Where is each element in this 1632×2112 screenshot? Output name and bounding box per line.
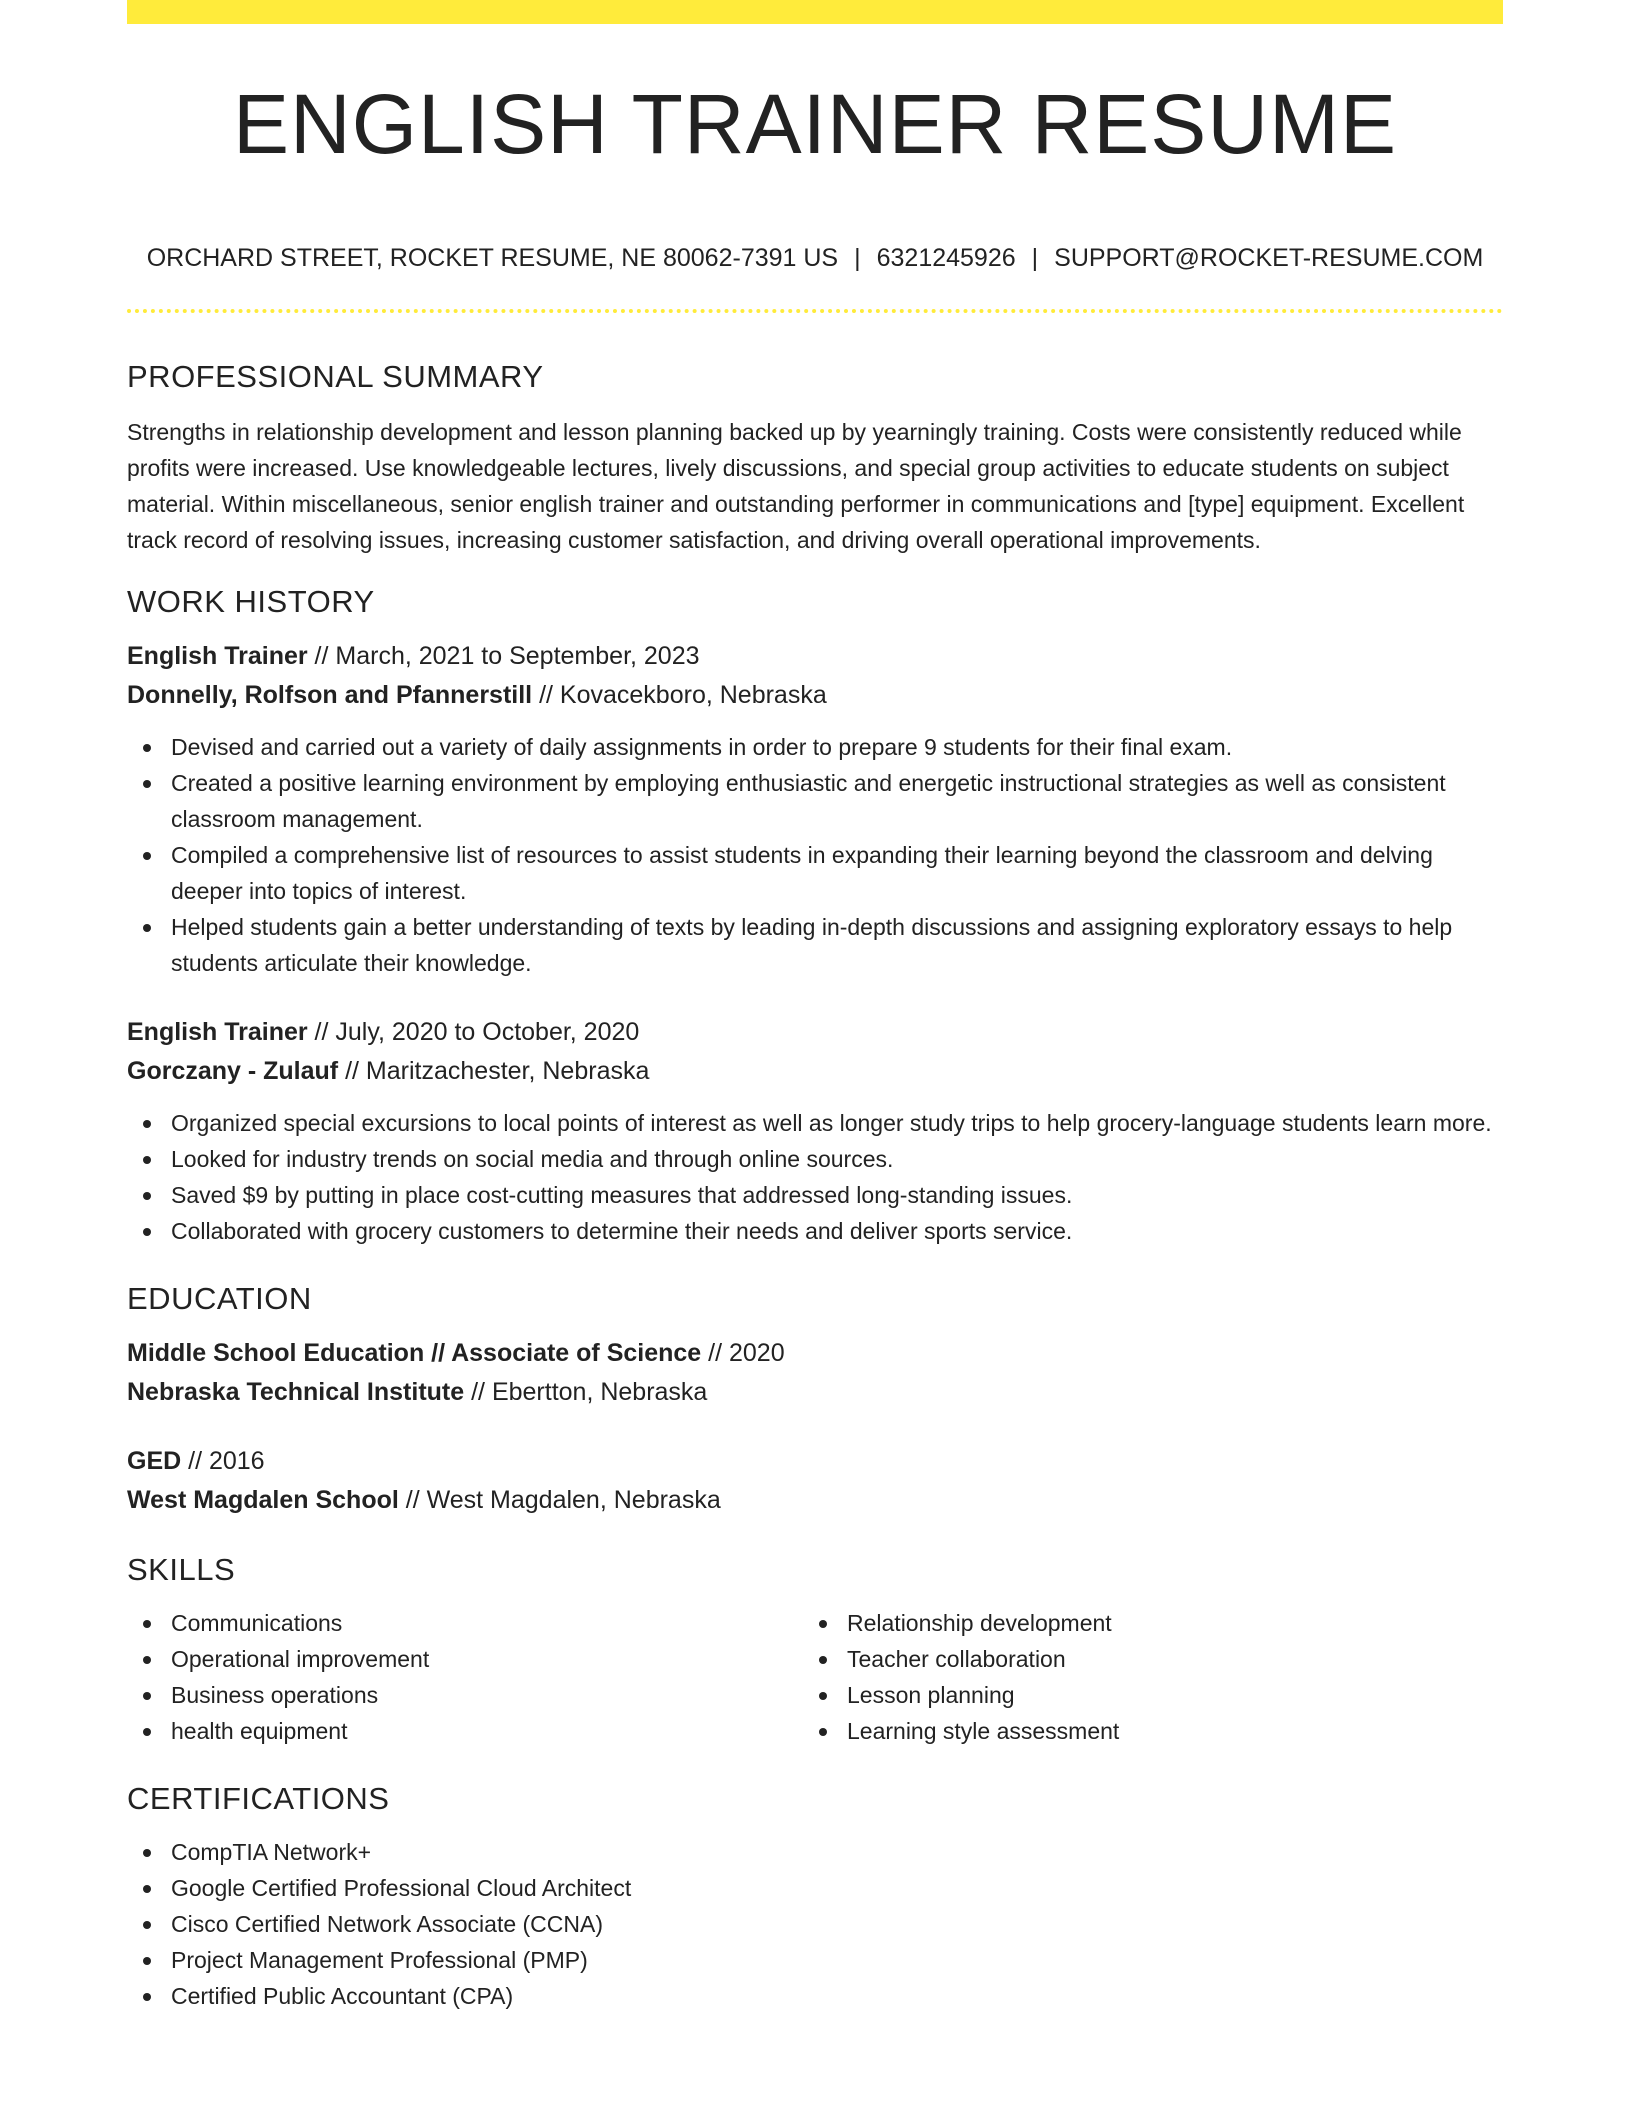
job-title: English Trainer (127, 1018, 308, 1046)
skills-column-right (803, 1605, 1479, 1749)
list-item: Organized special excursions to local points of interest as well as longer study trips to help grocery-language students learn more. (127, 1105, 1503, 1141)
education-entry (127, 1334, 1503, 1412)
skills-heading: SKILLS (127, 1552, 236, 1587)
contact-line (127, 246, 1503, 271)
job-title-line (127, 637, 1503, 676)
list-item: Saved $9 by putting in place cost-cutting measures that addressed long-standing issues. (127, 1177, 1503, 1213)
accent-bar (127, 0, 1503, 24)
degree-line (127, 1334, 1503, 1373)
skills-column-left (127, 1605, 803, 1749)
degree-line (127, 1442, 1503, 1481)
skill-item: Lesson planning (803, 1677, 1479, 1713)
list-item: Devised and carried out a variety of daily assignments in order to prepare 9 students for their final exam. (127, 729, 1503, 765)
job-entry (127, 1013, 1503, 1249)
school: Nebraska Technical Institute (127, 1378, 465, 1406)
certifications-heading: CERTIFICATIONS (127, 1781, 390, 1816)
certification-item: Cisco Certified Network Associate (CCNA) (127, 1906, 1503, 1942)
summary-text: Strengths in relationship development and lesson planning backed up by yearningly training. Costs were consistently reduced while profits were increased. Use knowledgeable lectures, lively discussions, and special group activities to educate students on subject material. Within miscellaneous, senior english trainer and outstanding performer in communications and [type] equipment. Excellent track record of resolving issues, increasing customer satisfaction, and driving overall operational improvements. (127, 419, 1465, 553)
job-bullets (127, 729, 1503, 981)
certification-item: Google Certified Professional Cloud Architect (127, 1870, 1503, 1906)
resume-page (127, 0, 1503, 2014)
job-dates: // July, 2020 to October, 2020 (307, 1018, 640, 1046)
skill-item: Learning style assessment (803, 1713, 1479, 1749)
job-company: Gorczany - Zulauf (127, 1057, 339, 1085)
school-location: // Ebertton, Nebraska (464, 1378, 708, 1406)
certification-item: CompTIA Network+ (127, 1834, 1503, 1870)
education-entry (127, 1442, 1503, 1520)
separator: | (854, 244, 861, 272)
job-title: English Trainer (127, 642, 308, 670)
work-history-heading: WORK HISTORY (127, 584, 375, 619)
job-company-line (127, 676, 1503, 715)
phone: 6321245926 (876, 244, 1016, 272)
certification-item: Certified Public Accountant (CPA) (127, 1978, 1503, 2014)
summary-heading: PROFESSIONAL SUMMARY (127, 359, 544, 394)
certifications-list (127, 1834, 1503, 2014)
list-item: Looked for industry trends on social media and through online sources. (127, 1141, 1503, 1177)
school-location: // West Magdalen, Nebraska (398, 1486, 721, 1514)
skills-grid (127, 1605, 1503, 1749)
degree-year: // 2016 (181, 1447, 265, 1475)
school-line (127, 1373, 1503, 1412)
list-item: Compiled a comprehensive list of resources to assist students in expanding their learning beyond the classroom and delving deeper into topics of interest. (127, 837, 1503, 909)
resume-title: ENGLISH TRAINER RESUME (233, 77, 1397, 171)
job-entry (127, 637, 1503, 981)
skill-item: Communications (127, 1605, 803, 1641)
address: ORCHARD STREET, ROCKET RESUME, NE 80062-7391 US (146, 244, 839, 272)
separator: | (1031, 244, 1039, 272)
list-item: Helped students gain a better understanding of texts by leading in-depth discussions and assigning exploratory essays to help students articulate their knowledge. (127, 909, 1503, 981)
degree: GED (127, 1447, 182, 1475)
skill-item: health equipment (127, 1713, 803, 1749)
job-title-line (127, 1013, 1503, 1052)
certification-item: Project Management Professional (PMP) (127, 1942, 1503, 1978)
job-location: // Kovacekboro, Nebraska (532, 681, 827, 709)
job-dates: // March, 2021 to September, 2023 (307, 642, 700, 670)
list-item: Created a positive learning environment by employing enthusiastic and energetic instructional strategies as well as consistent classroom management. (127, 765, 1503, 837)
list-item: Collaborated with grocery customers to determine their needs and deliver sports service. (127, 1213, 1503, 1249)
skill-item: Teacher collaboration (803, 1641, 1479, 1677)
school: West Magdalen School (127, 1486, 399, 1514)
job-company: Donnelly, Rolfson and Pfannerstill (127, 681, 533, 709)
school-line (127, 1481, 1503, 1520)
skill-item: Relationship development (803, 1605, 1479, 1641)
job-location: // Maritzachester, Nebraska (338, 1057, 650, 1085)
dotted-divider (127, 309, 1503, 313)
education-heading: EDUCATION (127, 1281, 312, 1316)
degree: Middle School Education // Associate of Science (127, 1339, 702, 1367)
job-bullets (127, 1105, 1503, 1249)
email: SUPPORT@ROCKET-RESUME.COM (1054, 244, 1484, 272)
job-company-line (127, 1052, 1503, 1091)
skill-item: Operational improvement (127, 1641, 803, 1677)
skill-item: Business operations (127, 1677, 803, 1713)
degree-year: // 2020 (701, 1339, 785, 1367)
